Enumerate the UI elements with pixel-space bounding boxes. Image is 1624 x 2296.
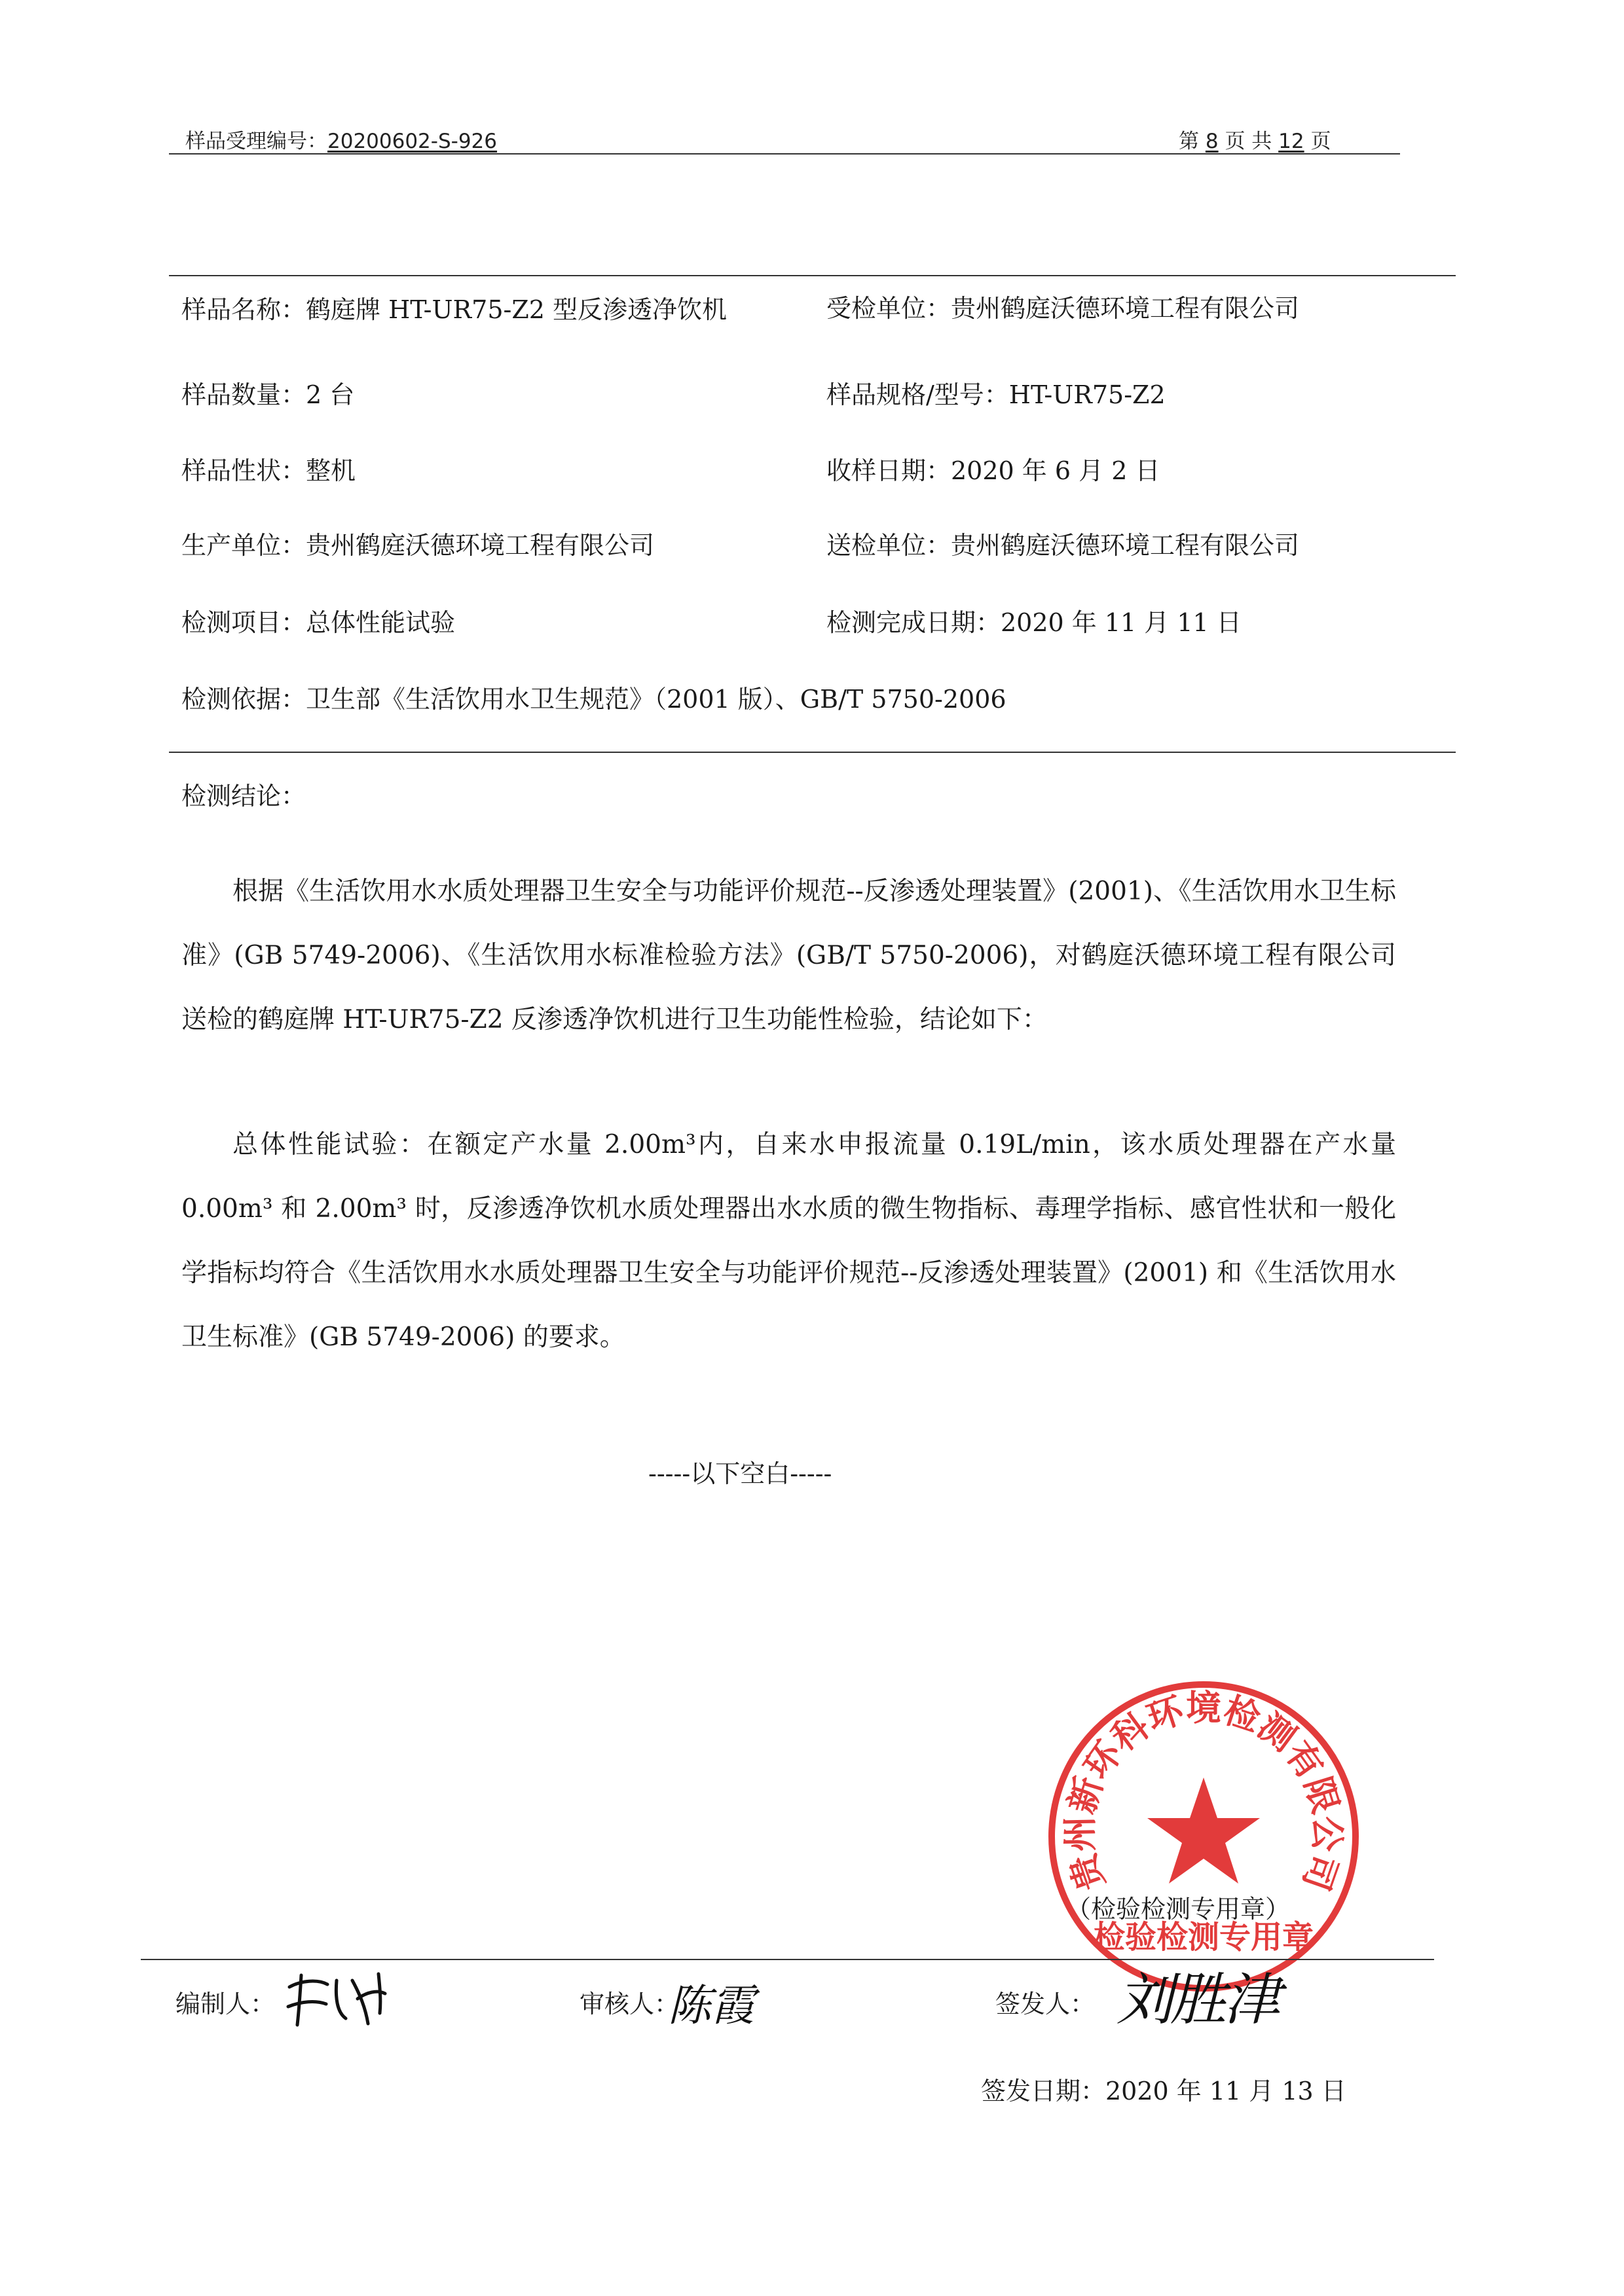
reviewer-signature: 陈霞 — [668, 1980, 754, 2031]
page-total: 12 — [1278, 130, 1304, 153]
receipt-label: 样品受理编号： — [185, 130, 327, 153]
conclusion-paragraph-2: 总体性能试验：在额定产水量 2.00m³内，自来水申报流量 0.19L/min，该水质处理器在产水量 0.00m³ 和 2.00m³ 时，反渗透净饮机水质处理器出水水质的微生物指标、毒理学指标、感官性状和一般化学指标均符合《生活饮用水水质处理器卫生安全与功能评价规范--反渗透处理装置》(2001) 和《生活饮用水卫生标准》(GB 5749-2006) 的要求。 — [181, 1130, 1396, 1352]
test-basis: 检测依据：卫生部《生活饮用水卫生规范》（2001 版）、GB/T 5750-2006 — [181, 685, 1006, 714]
page-current: 8 — [1205, 130, 1219, 153]
seal-org-name: 贵州新环科环境检测有限公司 — [1059, 1687, 1348, 1896]
inspected-unit: 受检单位：贵州鹤庭沃德环境工程有限公司 — [826, 294, 1300, 323]
producer: 生产单位：贵州鹤庭沃德环境工程有限公司 — [181, 531, 655, 560]
sample-name: 样品名称：鹤庭牌 HT-UR75-Z2 型反渗透净饮机 — [181, 295, 727, 324]
editor-signature — [282, 1961, 393, 2033]
sample-state: 样品性状：整机 — [181, 456, 356, 485]
issue-date: 签发日期：2020 年 11 月 13 日 — [981, 2077, 1346, 2105]
seal-caption: （检验检测专用章） — [1066, 1895, 1291, 1923]
conclusion-title: 检测结论： — [181, 782, 306, 811]
info-top-rule — [169, 275, 1456, 276]
editor-label: 编制人： — [175, 1990, 276, 2018]
completion-date: 检测完成日期：2020 年 11 月 11 日 — [826, 608, 1242, 637]
receipt-date: 收样日期：2020 年 6 月 2 日 — [826, 456, 1160, 485]
seal-purpose: 检验检测专用章 — [1093, 1919, 1314, 1956]
sample-spec: 样品规格/型号：HT-UR75-Z2 — [826, 380, 1166, 409]
official-seal — [1040, 1673, 1367, 2000]
info-bottom-rule — [169, 752, 1456, 753]
header-rule — [169, 153, 1400, 155]
sample-quantity: 样品数量：2 台 — [181, 380, 355, 409]
issuer-label: 签发人： — [995, 1990, 1096, 2018]
conclusion-paragraph-1: 根据《生活饮用水水质处理器卫生安全与功能评价规范--反渗透处理装置》(2001)、《生活饮用水卫生标准》(GB 5749-2006)、《生活饮用水标准检验方法》(GB/T 5750-2006)，对鹤庭沃德环境工程有限公司送检的鹤庭牌 HT-UR75-Z2 反渗透净饮机进行卫生功能性检验，结论如下： — [181, 877, 1396, 1034]
reviewer-label: 审核人： — [580, 1990, 680, 2018]
blank-marker: -----以下空白----- — [648, 1459, 832, 1488]
receipt-value: 20200602-S-926 — [327, 130, 498, 153]
seal-star-icon — [1147, 1777, 1260, 1884]
page-indicator: 第 8 页 共 12 页 — [1179, 130, 1331, 153]
submitter: 送检单位：贵州鹤庭沃德环境工程有限公司 — [826, 531, 1300, 560]
receipt-number — [185, 124, 497, 154]
issuer-signature: 刘胜津 — [1116, 1967, 1278, 2033]
test-item: 检测项目：总体性能试验 — [181, 608, 456, 637]
